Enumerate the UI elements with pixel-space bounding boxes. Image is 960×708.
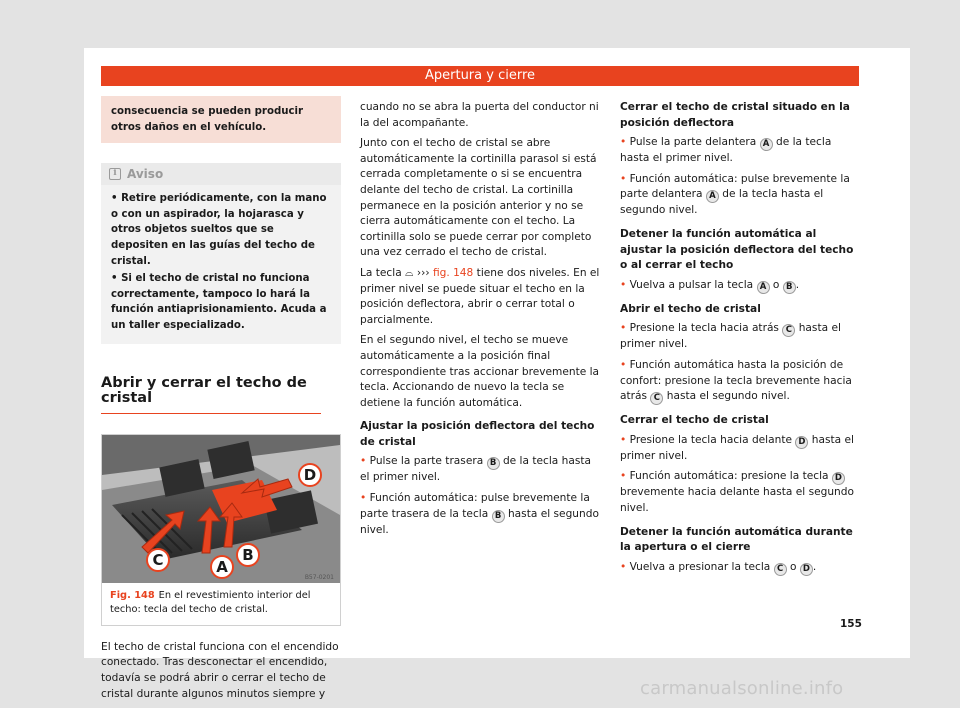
key-b: B xyxy=(492,510,505,523)
bullet-icon: • xyxy=(620,172,630,185)
figure-label-d: D xyxy=(303,465,317,484)
list-item: • Presione la tecla hacia delante D hasta el primer nivel. xyxy=(620,433,854,462)
body-paragraph: La tecla ⌓ ››› fig. 148 tiene dos niveles. En el primer nivel se puede situar el techo en la posición deflectora, abrir o cerrar total o parcialmente. xyxy=(360,266,600,326)
key-d: D xyxy=(832,472,845,485)
list-item: • Pulse la parte trasera B de la tecla hasta el primer nivel. xyxy=(360,455,592,484)
figure-caption xyxy=(102,583,340,625)
list-item: • Función automática: presione la tecla D brevemente hacia delante hasta el segundo nivel. xyxy=(620,470,854,514)
bullet-icon: • xyxy=(111,273,122,285)
figure-label-c: C xyxy=(152,550,164,569)
warning-callout: consecuencia se pueden producir otros daños en el vehículo. xyxy=(101,96,341,143)
info-icon: i xyxy=(109,168,121,180)
page-number: 155 xyxy=(840,618,862,630)
aviso-title: Aviso xyxy=(127,167,164,182)
figure-reference-link[interactable]: fig. 148 xyxy=(432,266,474,279)
figure-label-a: A xyxy=(216,557,228,576)
bullet-icon: • xyxy=(111,193,122,205)
list-item: • Presione la tecla hacia atrás C hasta el primer nivel. xyxy=(620,322,841,351)
bullet-icon: • xyxy=(620,433,630,446)
list-item: • Función automática: pulse brevemente la parte delantera A de la tecla hasta el segundo nivel. xyxy=(620,172,850,217)
key-a: A xyxy=(706,190,719,203)
key-a: A xyxy=(757,281,770,294)
roof-button-icon: ⌓ xyxy=(405,266,414,279)
page-header: Apertura y cierre xyxy=(101,66,859,86)
list-item: • Función automática: pulse brevemente la parte trasera de la tecla B hasta el segundo nivel. xyxy=(360,492,599,536)
key-b: B xyxy=(783,281,796,294)
key-a: A xyxy=(760,138,773,151)
list-item: • Vuelva a pulsar la tecla A o B . xyxy=(620,278,800,292)
body-paragraph: El techo de cristal funciona con el encendido conectado. Tras desconectar el encendido, todavía se podrá abrir o cerrar el techo de cristal durante algunos minutos siempre y xyxy=(101,640,339,700)
aviso-header xyxy=(101,163,341,185)
figure-caption-text: En el revestimiento interior del techo: tecla del techo de cristal. xyxy=(110,589,311,615)
subheading: Detener la función automática al ajustar la posición deflectora del techo o al cerrar el techo xyxy=(620,227,854,272)
key-c: C xyxy=(774,563,787,576)
column-2 xyxy=(360,100,600,543)
key-c: C xyxy=(650,392,663,405)
section-title: Abrir y cerrar el techo de cristal xyxy=(101,376,321,414)
list-item: • Vuelva a presionar la tecla C o D . xyxy=(620,560,817,574)
key-b: B xyxy=(487,457,500,470)
figure-148 xyxy=(101,434,341,626)
bullet-icon: • xyxy=(360,492,370,505)
column-3 xyxy=(620,100,860,581)
roof-panel-drawing xyxy=(102,435,340,583)
aviso-item: • Si el techo de cristal no funciona correctamente, tampoco lo hará la función antiaprisionamiento. Acuda a un taller especializado. xyxy=(111,273,327,331)
subheading: Cerrar el techo de cristal situado en la posición deflectora xyxy=(620,101,850,129)
subheading: Abrir el techo de cristal xyxy=(620,302,761,315)
body-paragraph: cuando no se abra la puerta del conductor ni la del acompañante. xyxy=(360,101,599,129)
key-d: D xyxy=(800,563,813,576)
list-item: • Pulse la parte delantera A de la tecla hasta el primer nivel. xyxy=(620,136,832,165)
body-paragraph: Junto con el techo de cristal se abre automáticamente la cortinilla parasol si está cerrada completamente o si se encuentra delante del techo de cristal. La cortinilla permanece en la posición anterior y no se cierra automáticamente con el techo. La cortinilla solo se puede cerrar por completo una vez cerrado el techo de cristal. xyxy=(360,137,597,259)
watermark: carmanualsonline.info xyxy=(640,678,844,699)
body-paragraph: En el segundo nivel, el techo se mueve automáticamente a la posición final correspondiente tras accionar brevemente la tecla. Accionando de nuevo la tecla se detiene la función automática. xyxy=(360,334,600,409)
roof-switch-illustration xyxy=(102,435,340,583)
key-d: D xyxy=(795,436,808,449)
ref-arrows: ››› xyxy=(416,266,430,279)
figure-label-b: B xyxy=(242,545,254,564)
bullet-icon: • xyxy=(620,322,630,335)
aviso-item: • Retire periódicamente, con la mano o con un aspirador, la hojarasca y otros objetos sueltos que se depositen en las guías del techo de cristal. xyxy=(111,193,327,267)
subheading: Ajustar la posición deflectora del techo de cristal xyxy=(360,420,595,448)
column-1 xyxy=(101,96,341,702)
aviso-body xyxy=(101,185,341,343)
bullet-icon: • xyxy=(620,358,630,371)
key-c: C xyxy=(782,324,795,337)
bullet-icon: • xyxy=(620,560,630,573)
subheading: Detener la función automática durante la apertura o el cierre xyxy=(620,525,853,554)
figure-code: B57-0201 xyxy=(304,573,334,581)
bullet-icon: • xyxy=(620,136,630,149)
subheading: Cerrar el techo de cristal xyxy=(620,414,769,427)
bullet-icon: • xyxy=(620,278,630,291)
figure-number: Fig. 148 xyxy=(110,589,155,601)
bullet-icon: • xyxy=(360,455,370,468)
bullet-icon: • xyxy=(620,470,630,483)
list-item: • Función automática hasta la posición de confort: presione la tecla brevemente hacia atrás C hasta el segundo nivel. xyxy=(620,358,852,404)
